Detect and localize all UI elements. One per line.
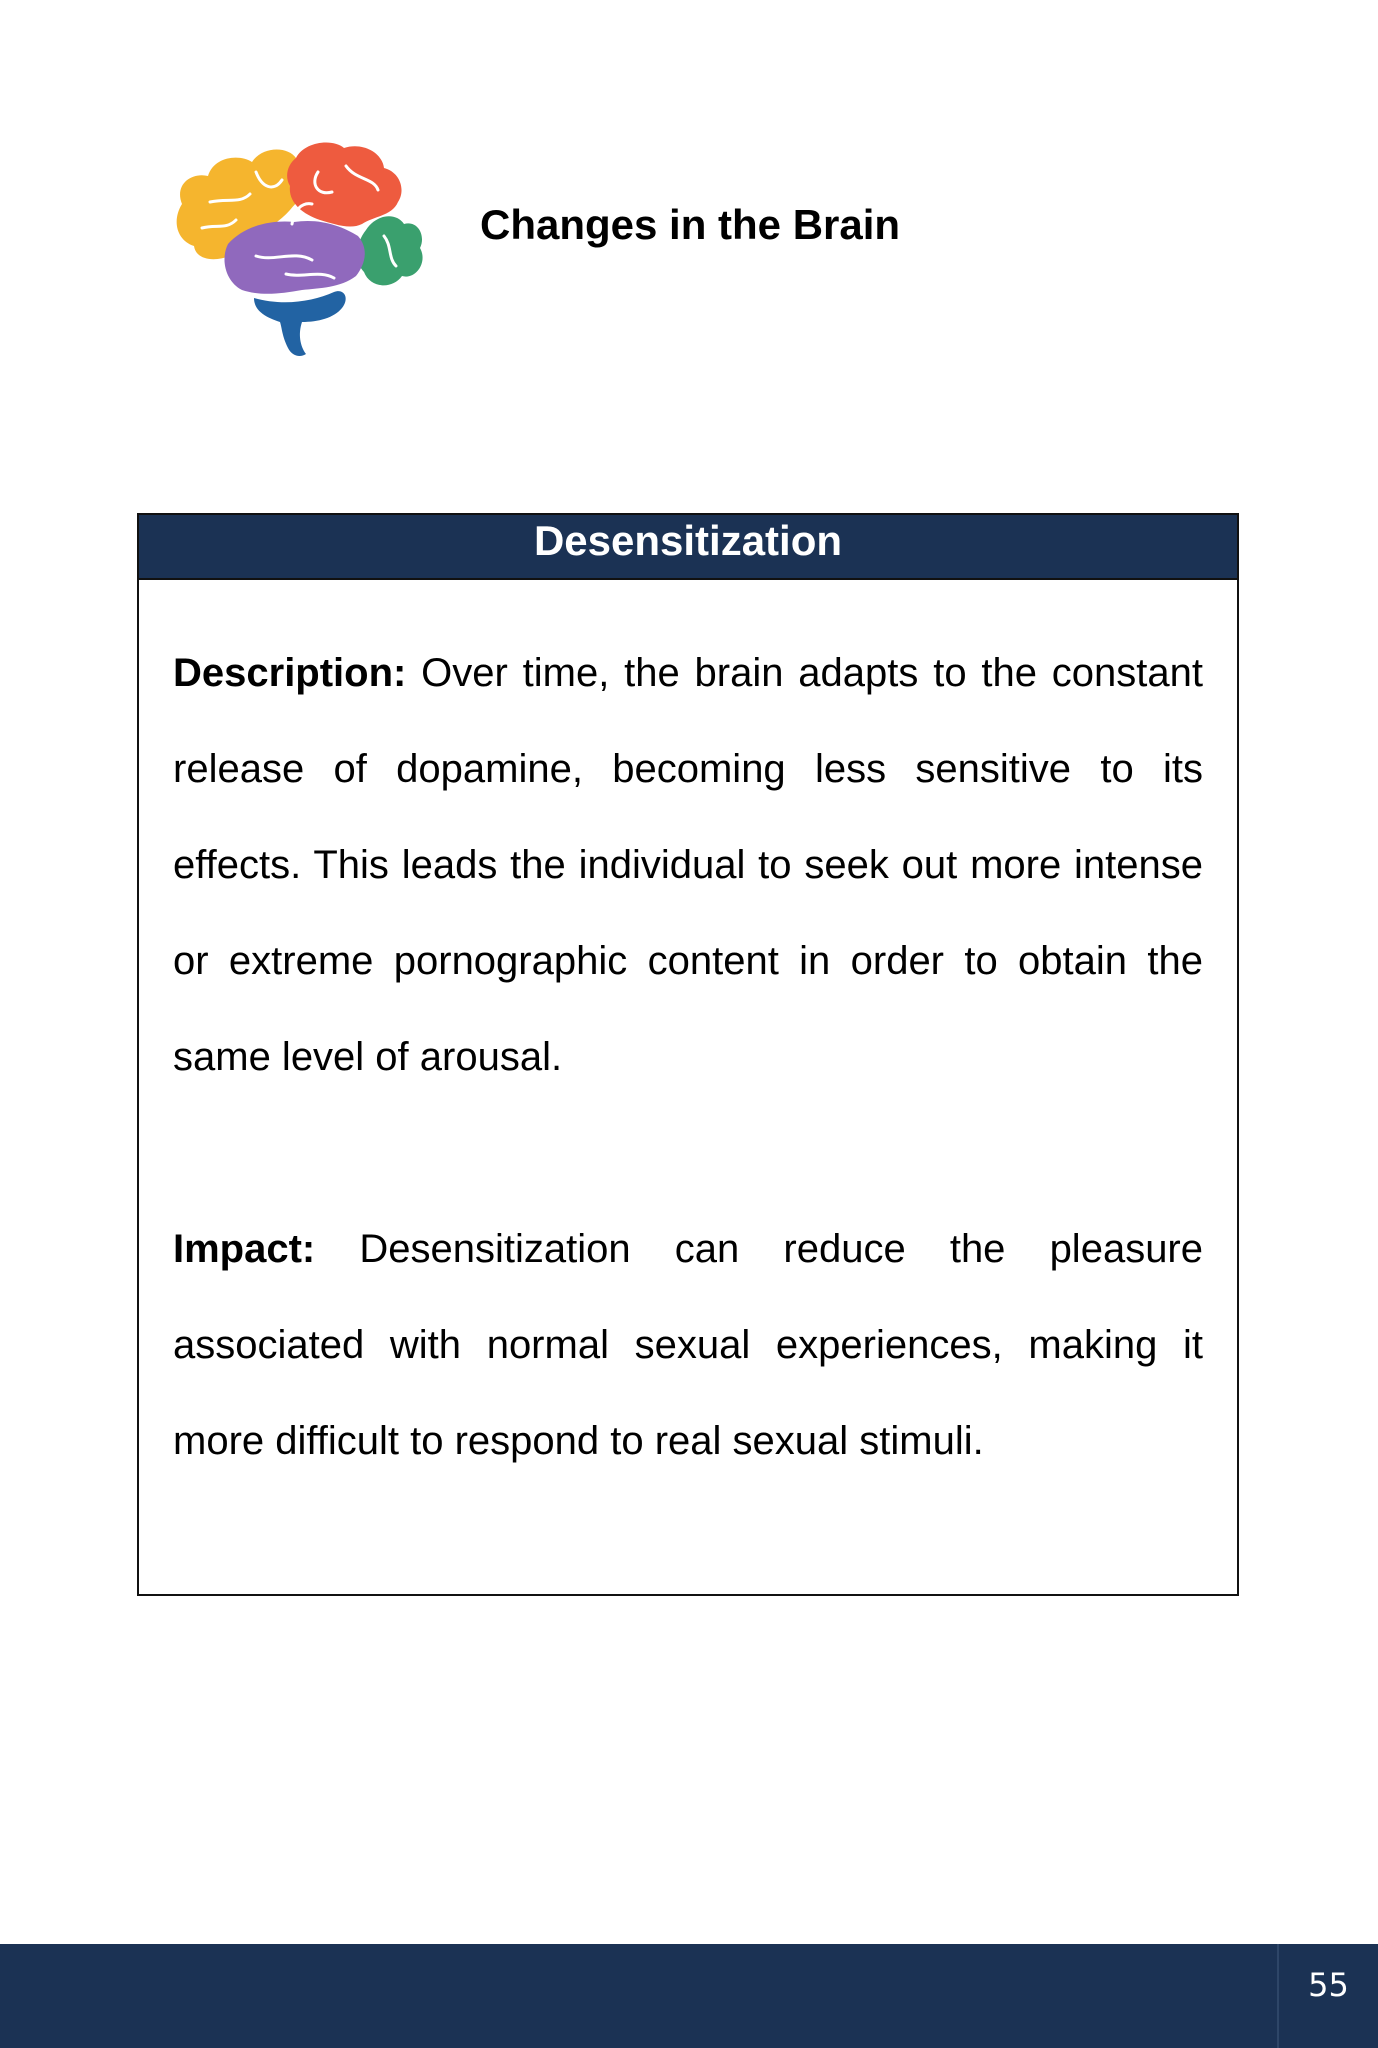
description-text: Over time, the brain adapts to the constant release of dopamine, becoming less sensitive to its effects. This leads the individual to seek out more intense or extreme pornographic content in order to obtain the same level of arousal. xyxy=(173,651,1203,1079)
description-paragraph xyxy=(173,625,1203,1105)
page-number: 55 xyxy=(1308,1966,1349,2004)
footer-bar xyxy=(0,1944,1378,2048)
page-title: Changes in the Brain xyxy=(480,201,901,248)
impact-text: Desensitization can reduce the pleasure associated with normal sexual experiences, making it more difficult to respond to real sexual stimuli. xyxy=(173,1227,1203,1463)
brain-icon xyxy=(170,132,430,362)
description-label: Description: xyxy=(173,651,407,695)
card-body xyxy=(173,625,1203,1489)
card-title: Desensitization xyxy=(139,515,1237,580)
impact-paragraph xyxy=(173,1201,1203,1489)
impact-label: Impact: xyxy=(173,1227,316,1271)
desensitization-card xyxy=(137,513,1239,1596)
